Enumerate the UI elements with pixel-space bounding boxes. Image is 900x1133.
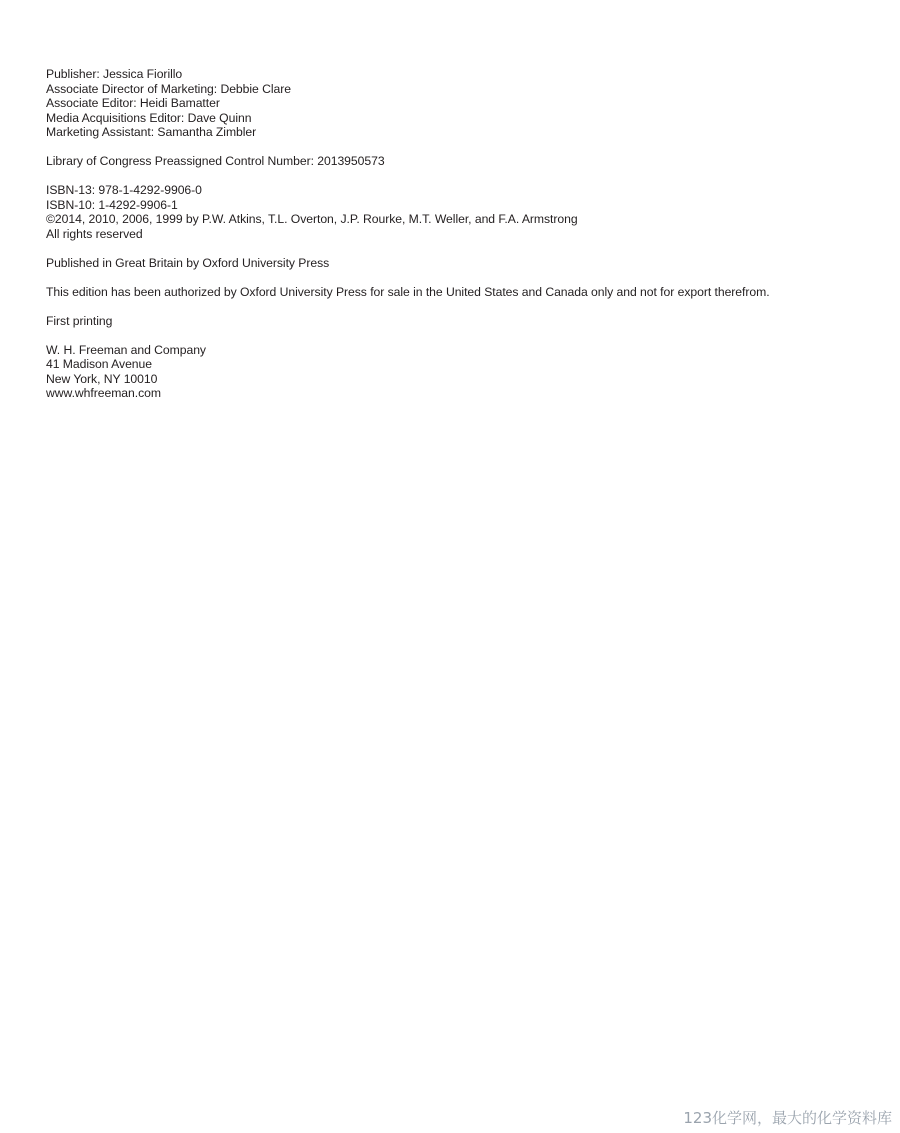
- credits-block: [46, 67, 866, 140]
- address-block: [46, 343, 866, 401]
- authorization-block: [46, 285, 866, 300]
- street-address: 41 Madison Avenue: [46, 357, 152, 371]
- isbn-block: [46, 183, 866, 241]
- published-in-block: [46, 256, 866, 271]
- marketing-assistant-line: Marketing Assistant: Samantha Zimbler: [46, 125, 257, 139]
- city-address: New York, NY 10010: [46, 371, 158, 386]
- isbn13-line: ISBN-13: 978-1-4292-9906-0: [46, 183, 202, 197]
- associate-editor-line: Associate Editor: Heidi Bamatter: [46, 96, 220, 110]
- loc-control-number: Library of Congress Preassigned Control Number: 2013950573: [46, 154, 385, 168]
- published-in-line: Published in Great Britain by Oxford University Press: [46, 255, 330, 270]
- rights-line: All rights reserved: [46, 226, 143, 241]
- copyright-page: [46, 67, 866, 415]
- isbn10-line: ISBN-10: 1-4292-9906-1: [46, 197, 178, 212]
- site-watermark: 123化学网，最大的化学资料库: [683, 1109, 892, 1127]
- website-link[interactable]: www.whfreeman.com: [46, 386, 161, 400]
- publisher-line: Publisher: Jessica Fiorillo: [46, 67, 183, 81]
- media-editor-line: Media Acquisitions Editor: Dave Quinn: [46, 110, 252, 125]
- copyright-line: ©2014, 2010, 2006, 1999 by P.W. Atkins, T.L. Overton, J.P. Rourke, M.T. Weller, and F.A. Armstrong: [46, 212, 578, 226]
- loc-block: [46, 154, 866, 169]
- printing-line: First printing: [46, 313, 113, 328]
- marketing-director-line: Associate Director of Marketing: Debbie Clare: [46, 81, 291, 96]
- printing-block: [46, 314, 866, 329]
- authorization-line: This edition has been authorized by Oxford University Press for sale in the United States and Canada only and not for export therefrom.: [46, 284, 770, 299]
- company-name: W. H. Freeman and Company: [46, 342, 206, 357]
